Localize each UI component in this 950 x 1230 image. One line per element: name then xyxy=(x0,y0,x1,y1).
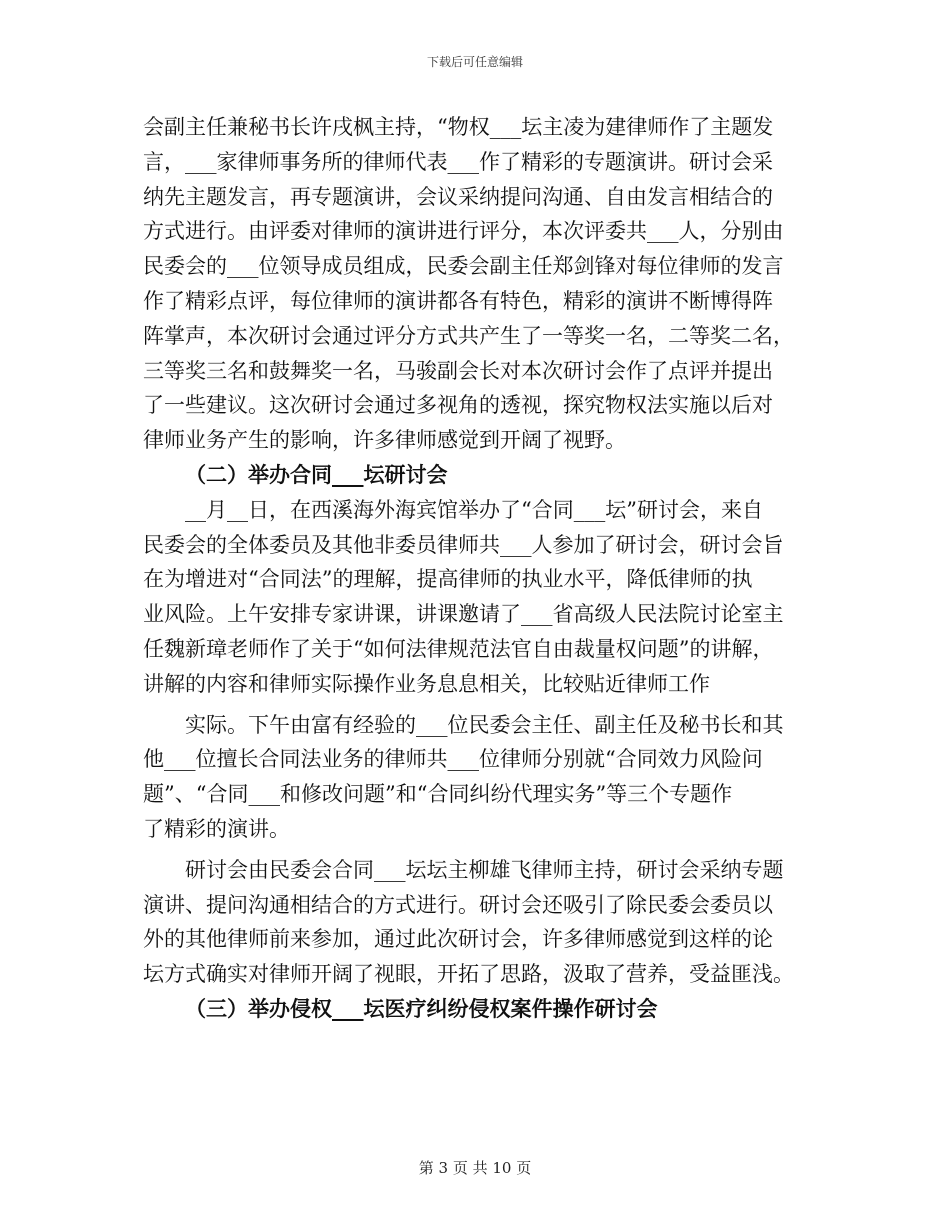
body-line: 作了精彩点评，每位律师的演讲都各有特色，精彩的演讲不断博得阵 xyxy=(143,288,773,313)
body-line: 坛方式确实对律师开阔了视眼，开拓了思路，汲取了营养，受益匪浅。 xyxy=(143,962,794,987)
body-line: 在为增进对“合同法”的理解，提高律师的执业水平，降低律师的执 xyxy=(143,567,753,592)
body-line: 方式进行。由评委对律师的演讲进行评分，本次评委共___人，分别由 xyxy=(143,219,784,244)
body-line: 三等奖三名和鼓舞奖一名，马骏副会长对本次研讨会作了点评并提出 xyxy=(143,358,773,383)
body-line: 演讲、提问沟通相结合的方式进行。研讨会还吸引了除民委会委员以 xyxy=(143,892,773,917)
body-line: 民委会的___位领导成员组成，民委会副主任郑剑锋对每位律师的发言 xyxy=(143,254,784,279)
section-heading-3: （三）举办侵权___坛医疗纠纷侵权案件操作研讨会 xyxy=(185,995,658,1021)
body-line: 纳先主题发言，再专题演讲，会议采纳提问沟通、自由发言相结合的 xyxy=(143,184,773,209)
body-line: 言，___家律师事务所的律师代表___作了精彩的专题演讲。研讨会采 xyxy=(143,149,773,174)
body-line: 律师业务产生的影响，许多律师感觉到开阔了视野。 xyxy=(143,428,626,453)
body-line: 了精彩的演讲。 xyxy=(143,816,290,841)
body-line: 外的其他律师前来参加，通过此次研讨会，许多律师感觉到这样的论 xyxy=(143,927,773,952)
body-line: 阵掌声，本次研讨会通过评分方式共产生了一等奖一名，二等奖二名， xyxy=(143,323,794,348)
body-line: 他___位擅长合同法业务的律师共___位律师分别就“合同效力风险问 xyxy=(143,747,763,772)
body-line: 会副主任兼秘书长许戌枫主持，“物权___坛主凌为建律师作了主题发 xyxy=(143,115,774,139)
body-line: 研讨会由民委会合同___坛坛主柳雄飞律师主持，研讨会采纳专题 xyxy=(185,857,784,882)
body-line: 民委会的全体委员及其他非委员律师共___人参加了研讨会，研讨会旨 xyxy=(143,532,784,557)
section-heading-2: （二）举办合同___坛研讨会 xyxy=(185,461,448,487)
body-line: 实际。下午由富有经验的___位民委会主任、副主任及秘书长和其 xyxy=(185,712,784,737)
body-line: 讲解的内容和律师实际操作业务息息相关，比较贴近律师工作 xyxy=(143,671,710,696)
body-line: 题”、“合同___和修改问题”和“合同纠纷代理实务”等三个专题作 xyxy=(143,782,733,807)
body-line: 任魏新璋老师作了关于“如何法律规范法官自由裁量权问题”的讲解， xyxy=(143,636,774,661)
body-line: 了一些建议。这次研讨会通过多视角的透视，探究物权法实施以后对 xyxy=(143,393,773,418)
page-footer: 第 3 页 共 10 页 xyxy=(418,1159,532,1177)
body-line: __月__日，在西溪海外海宾馆举办了“合同___坛”研讨会，来自 xyxy=(185,497,763,522)
body-line: 业风险。上午安排专家讲课，讲课邀请了___省高级人民法院讨论室主 xyxy=(143,602,784,627)
page-header: 下载后可任意编辑 xyxy=(426,55,523,69)
document-body xyxy=(143,110,808,1027)
